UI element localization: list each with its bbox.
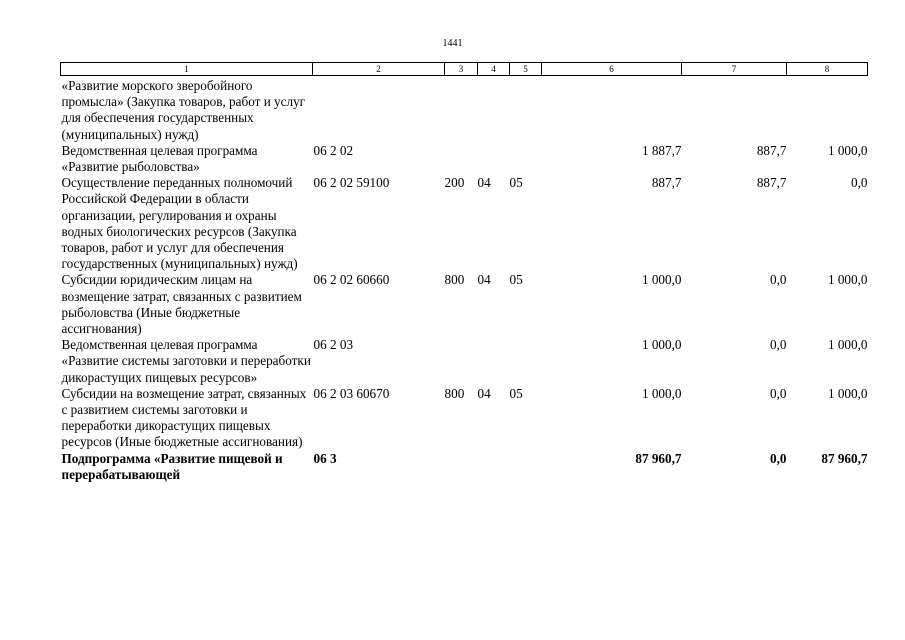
row-sum-total: 1 000,0 bbox=[641, 337, 682, 353]
row-code: 06 2 02 bbox=[313, 142, 354, 158]
row-sum-total: 87 960,7 bbox=[635, 450, 682, 466]
row-name: «Развитие морского зверобойного промысла» (Закупка товаров, работ и услуг для обеспечения государственных (муниципальных) нужд) bbox=[61, 78, 306, 142]
row-pr bbox=[510, 337, 542, 386]
row-sum-b: 87 960,7 bbox=[821, 450, 868, 466]
table-row bbox=[61, 272, 868, 337]
row-vr bbox=[445, 76, 478, 143]
table-row bbox=[61, 143, 868, 175]
row-pr bbox=[510, 143, 542, 175]
budget-table bbox=[60, 62, 868, 483]
row-sum-a bbox=[682, 76, 787, 143]
row-sum-a: 0,0 bbox=[770, 337, 787, 353]
row-name: Субсидии юридическим лицам на возмещение затрат, связанных с развитием рыболовства (Иные бюджетные ассигнования) bbox=[61, 272, 302, 337]
row-pr bbox=[510, 451, 542, 483]
table-row bbox=[61, 175, 868, 272]
row-rz bbox=[478, 76, 510, 143]
row-code: 06 2 02 59100 bbox=[313, 175, 390, 191]
row-code: 06 2 02 60660 bbox=[313, 272, 390, 288]
row-sum-a: 0,0 bbox=[770, 272, 787, 288]
column-number: 3 bbox=[445, 63, 478, 76]
row-sum-a: 887,7 bbox=[756, 142, 787, 158]
row-rz: 04 bbox=[477, 175, 491, 191]
row-rz: 04 bbox=[477, 272, 491, 288]
column-number: 6 bbox=[542, 63, 682, 76]
row-vr: 200 bbox=[444, 175, 465, 191]
row-sum-b: 1 000,0 bbox=[827, 337, 868, 353]
row-pr: 05 bbox=[509, 272, 523, 288]
row-pr: 05 bbox=[509, 175, 523, 191]
row-sum-b bbox=[787, 76, 868, 143]
table-row bbox=[61, 76, 868, 143]
row-pr: 05 bbox=[509, 385, 523, 401]
row-sum-b: 0,0 bbox=[851, 175, 868, 191]
column-number: 4 bbox=[478, 63, 510, 76]
row-name: Подпрограмма «Развитие пищевой и перерабатывающей bbox=[61, 450, 283, 482]
row-vr: 800 bbox=[444, 272, 465, 288]
row-code: 06 2 03 bbox=[313, 337, 354, 353]
row-name: Ведомственная целевая программа «Развитие системы заготовки и переработки дикорастущих пищевых ресурсов» bbox=[61, 337, 311, 385]
table-row bbox=[61, 386, 868, 451]
column-number: 1 bbox=[61, 63, 313, 76]
row-vr: 800 bbox=[444, 385, 465, 401]
column-number: 7 bbox=[682, 63, 787, 76]
column-number: 8 bbox=[787, 63, 868, 76]
row-sum-a: 0,0 bbox=[770, 385, 787, 401]
row-sum-total: 1 887,7 bbox=[641, 142, 682, 158]
table-header bbox=[61, 63, 868, 76]
row-rz bbox=[478, 143, 510, 175]
row-name: Ведомственная целевая программа «Развитие рыболовства» bbox=[61, 142, 258, 175]
row-sum-total: 1 000,0 bbox=[641, 272, 682, 288]
row-name: Субсидии на возмещение затрат, связанных с развитием системы заготовки и переработки дикорастущих пищевых ресурсов (Иные бюджетные ассигнования) bbox=[61, 385, 307, 450]
row-code: 06 2 03 60670 bbox=[313, 385, 390, 401]
row-sum-a: 0,0 bbox=[770, 450, 787, 466]
page-number: 1441 bbox=[442, 38, 463, 49]
row-rz bbox=[478, 337, 510, 386]
table-row-subprogram bbox=[61, 451, 868, 483]
row-sum-total: 887,7 bbox=[651, 175, 682, 191]
row-sum-b: 1 000,0 bbox=[827, 272, 868, 288]
row-vr bbox=[445, 143, 478, 175]
row-sum-total bbox=[542, 76, 682, 143]
row-pr bbox=[510, 76, 542, 143]
row-vr bbox=[445, 451, 478, 483]
row-sum-total: 1 000,0 bbox=[641, 385, 682, 401]
row-sum-b: 1 000,0 bbox=[827, 142, 868, 158]
column-number-row bbox=[61, 63, 868, 76]
row-sum-a: 887,7 bbox=[756, 175, 787, 191]
row-sum-b: 1 000,0 bbox=[827, 385, 868, 401]
row-code: 06 3 bbox=[313, 450, 337, 466]
column-number: 5 bbox=[510, 63, 542, 76]
column-number: 2 bbox=[313, 63, 445, 76]
row-rz bbox=[478, 451, 510, 483]
table-row bbox=[61, 337, 868, 386]
row-code bbox=[313, 76, 445, 143]
table-body bbox=[61, 76, 868, 484]
row-vr bbox=[445, 337, 478, 386]
budget-table-container bbox=[60, 62, 867, 483]
row-rz: 04 bbox=[477, 385, 491, 401]
row-name: Осуществление переданных полномочий Российской Федерации в области организации, регулирования и охраны водных биологических ресурсов (Закупка товаров, работ и услуг для обеспечения государственных (муниципальных) нужд) bbox=[61, 175, 298, 272]
